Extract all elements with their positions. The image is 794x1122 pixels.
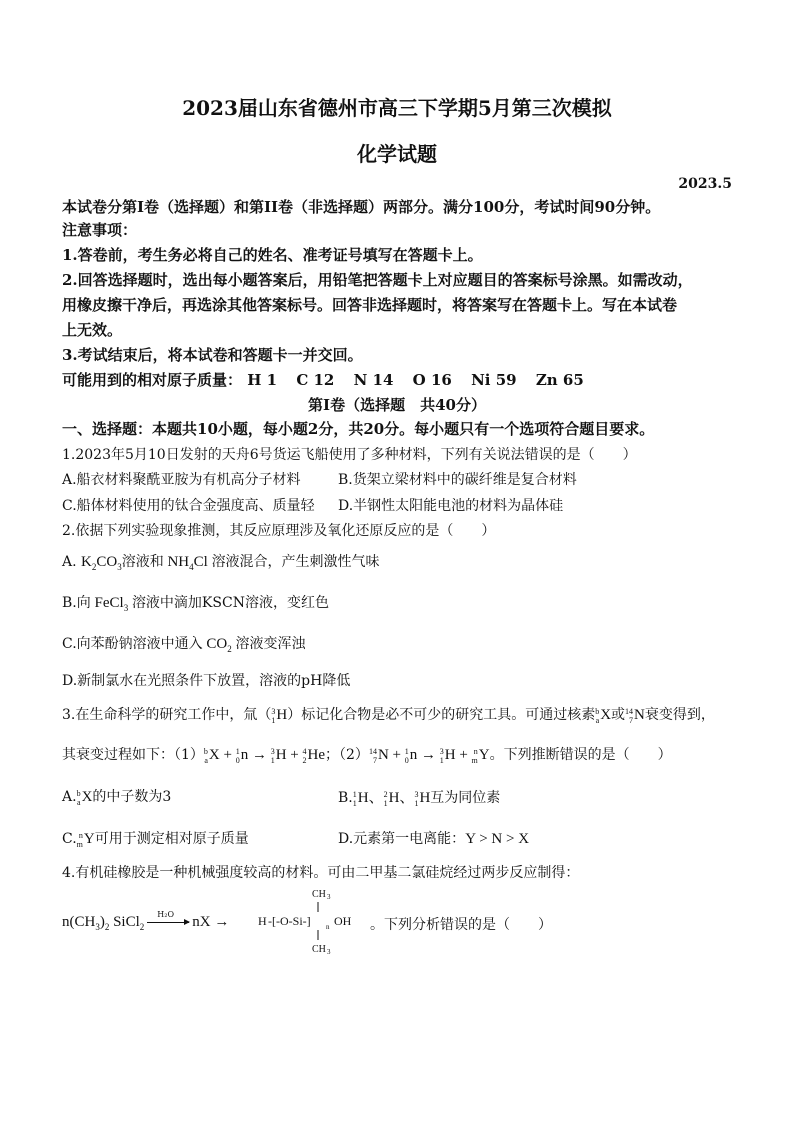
intro-text: 本试卷分第I卷（选择题）和第II卷（非选择题）两部分。满分100分，考试时间90分钟。 — [62, 198, 661, 216]
q3-option-c — [62, 828, 249, 849]
svg-text:n: n — [326, 923, 330, 931]
q2-b-suffix: 溶液中滴加KSCN溶液，变红色 — [131, 595, 329, 611]
k2co3-formula: $K_2CO_3$ — [81, 554, 122, 572]
q3-stem-middle: ）标记化合物是必不可少的研究工具。可通过核素 — [287, 707, 596, 723]
part-one-heading: 一、选择题：本题共10小题，每小题2分，共20分。每小题只有一个选项符合题目要求。 — [62, 420, 655, 438]
q2-b-prefix: B.向 — [62, 595, 91, 611]
q4-reaction — [62, 909, 230, 932]
q1-option-a: A.船衣材料聚酰亚胺为有机高分子材料 — [62, 472, 301, 488]
exam-subtitle: 化学试题 — [357, 142, 437, 166]
notice-item-3: 3.考试结束后，将本试卷和答题卡一并交回。 — [62, 346, 363, 364]
notice-title: 注意事项： — [62, 221, 138, 239]
silicone-polymer-structure — [256, 884, 376, 958]
q3-decay-equations — [62, 744, 672, 765]
q3-decay-prefix: 其衰变过程如下：（1） — [62, 747, 204, 763]
svg-text:3: 3 — [327, 893, 331, 901]
q4-stem: 4.有机硅橡胶是一种机械强度较高的材料。可由二甲基二氯硅烷经过两步反应制得： — [62, 865, 580, 881]
exam-date: 2023.5 — [678, 176, 732, 192]
atomic-mass-c: C 12 — [296, 371, 335, 389]
q3-decay-suffix: 。下列推断错误的是（ ） — [489, 747, 672, 763]
notice-item-2-line-3: 上无效。 — [62, 321, 123, 339]
nuclide-x-option: b a X — [76, 788, 93, 807]
atomic-mass-h: H 1 — [247, 371, 278, 389]
q1-option-b: B.货架立梁材料中的碳纤维是复合材料 — [338, 472, 577, 488]
q3-b-prefix: B. — [338, 790, 353, 806]
fecl3-formula: FeCl$_3$ — [90, 595, 129, 613]
reaction-arrow — [147, 909, 189, 923]
q3-a-suffix: 的中子数为3 — [92, 789, 172, 805]
notice-item-2-line-1: 2.回答选择题时，选出每小题答案后，用铅笔把答题卡上对应题目的答案标号涂黑。如需改动， — [62, 271, 693, 289]
decay-equation-1: b a X + 1 0 n → 3 1 H + 4 2 He — [203, 746, 326, 765]
reagent-label: H₂O — [157, 909, 175, 919]
section-title: 第I卷（选择题 共40分） — [308, 396, 486, 414]
svg-text:3: 3 — [327, 948, 331, 956]
q2-c-suffix: 溶液变浑浊 — [235, 636, 306, 652]
nh4cl-formula: $NH_4Cl$ — [163, 554, 212, 572]
nuclide-y: n m Y — [76, 830, 95, 849]
atomic-mass-n: N 14 — [353, 371, 394, 389]
q3-a-prefix: A. — [62, 789, 77, 805]
q3-option-b — [338, 786, 500, 808]
q2-a-middle: 溶液和 — [121, 554, 164, 570]
q3-c-prefix: C. — [62, 831, 77, 847]
notice-item-1: 1.答卷前，考生务必将自己的姓名、准考证号填写在答题卡上。 — [62, 246, 483, 264]
q2-option-d: D.新制氯水在光照条件下放置，溶液的pH降低 — [62, 673, 351, 689]
nuclide-n14: 14 7 N — [625, 706, 645, 725]
ionization-order: Y > N > X — [465, 831, 530, 847]
q1-stem: 1.2023年5月10日发射的天舟6号货运飞船使用了多种材料，下列有关说法错误的是（ ） — [62, 447, 637, 463]
q3-b-suffix: 互为同位素 — [430, 790, 501, 806]
intermediate-x: nX → — [192, 914, 230, 930]
svg-text:CH: CH — [312, 889, 326, 900]
q3-option-a — [62, 786, 171, 807]
svg-text:H: H — [258, 914, 267, 928]
svg-text:OH: OH — [334, 914, 352, 928]
q3-stem-suffix: 衰变得到， — [644, 707, 715, 723]
q2-a-suffix: 溶液混合，产生刺激性气味 — [211, 554, 380, 570]
tritium-symbol: 3 1 H — [271, 706, 288, 725]
notice-item-2-line-2: 用橡皮擦干净后，再选涂其他答案标号。回答非选择题时，将答案写在答题卡上。写在本试卷 — [62, 296, 678, 314]
q3-stem — [62, 704, 715, 725]
hydrogen-isotopes: 1 1 H、 2 1 H、 3 1 H — [352, 789, 431, 808]
decay-equation-2: 14 7 N + 1 0 n → 3 1 H + n m Y — [368, 746, 490, 765]
atomic-mass-label: 可能用到的相对原子质量： — [62, 371, 243, 389]
atomic-mass-zn: Zn 65 — [535, 371, 584, 389]
q2-option-a — [62, 551, 380, 572]
q3-c-suffix: 可用于测定相对原子质量 — [94, 831, 249, 847]
q2-stem: 2.依据下列实验现象推测，其反应原理涉及氧化还原反应的是（ ） — [62, 523, 496, 539]
q3-option-d — [338, 828, 529, 848]
q1-option-d: D.半钢性太阳能电池的材料为晶体硅 — [338, 498, 564, 514]
atomic-mass-ni: Ni 59 — [471, 371, 517, 389]
q3-stem-or: 或 — [611, 707, 626, 723]
co2-formula: $CO_2$ — [202, 636, 232, 654]
svg-text:-[-O-Si-]: -[-O-Si-] — [268, 914, 311, 928]
q1-option-c: C.船体材料使用的钛合金强度高、质量轻 — [62, 498, 315, 514]
q2-option-c — [62, 633, 306, 654]
q2-c-prefix: C.向苯酚钠溶液中通入 — [62, 636, 203, 652]
atomic-mass-o: O 16 — [412, 371, 452, 389]
reactant-dimethyldichlorosilane: $n(CH_3)_2$ SiCl$_2$ — [62, 914, 145, 932]
q3-d-prefix: D.元素第一电离能： — [338, 831, 466, 847]
q4-stem-tail: 。下列分析错误的是（ ） — [370, 917, 552, 933]
q3-stem-prefix: 3.在生命科学的研究工作中，氚（ — [62, 707, 272, 723]
svg-text:CH: CH — [312, 944, 326, 955]
exam-title: 2023届山东省德州市高三下学期5月第三次模拟 — [182, 96, 612, 120]
q3-decay-middle: ；（2） — [325, 747, 369, 763]
nuclide-x: b a X — [595, 706, 612, 725]
q2-a-prefix: A. — [62, 554, 82, 570]
q2-option-b — [62, 592, 329, 613]
atomic-mass-line — [62, 369, 598, 390]
